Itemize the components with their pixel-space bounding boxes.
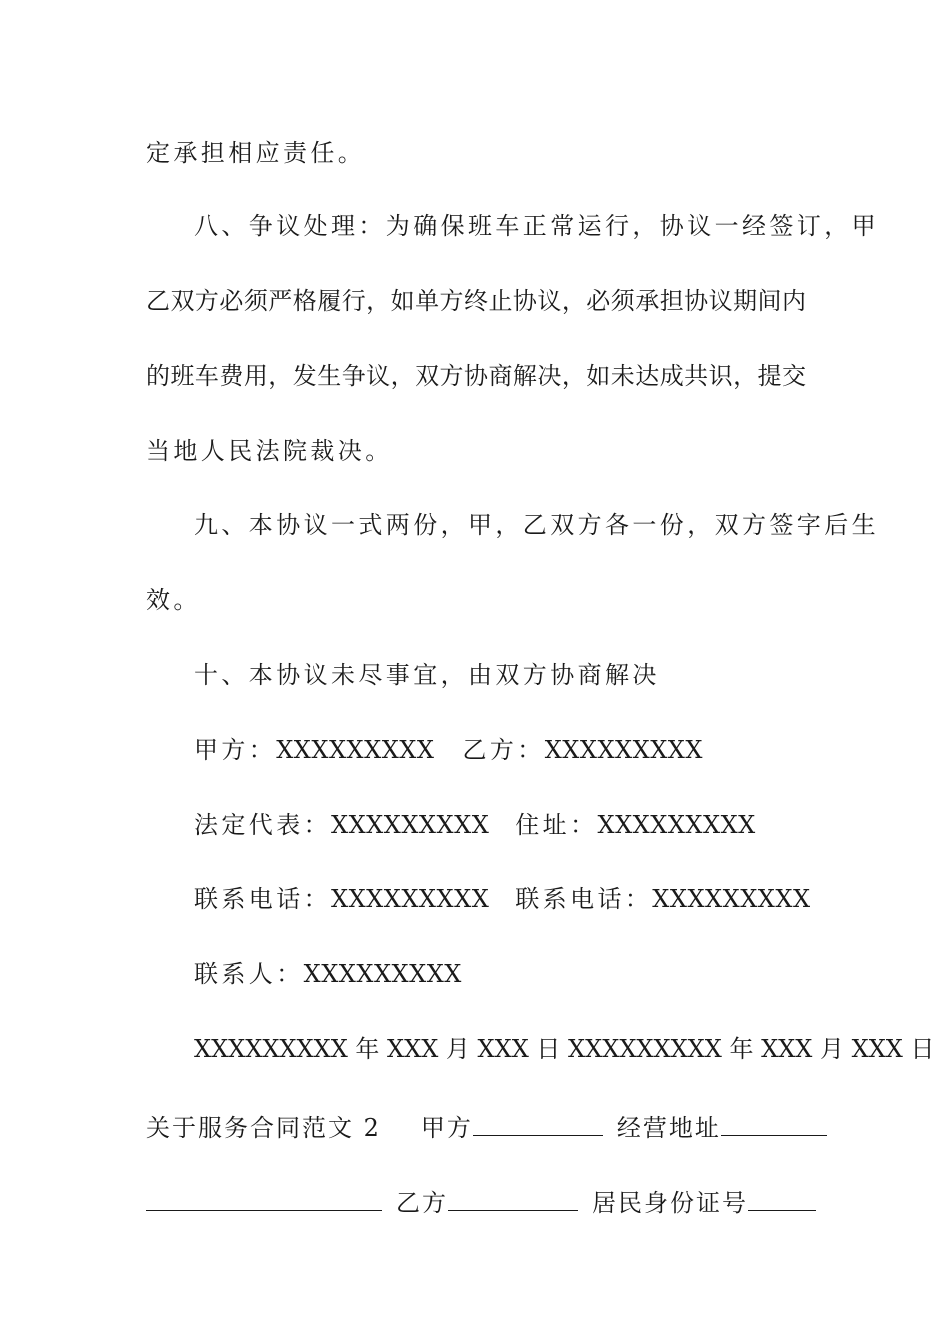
id-number-blank[interactable] <box>748 1184 816 1211</box>
phone-line <box>194 884 854 914</box>
address-label: 住址： <box>515 811 598 839</box>
contract2-line-1 <box>146 1109 806 1143</box>
contact-label: 联系人： <box>194 960 304 988</box>
address-value: XXXXXXXXX <box>597 811 756 839</box>
text-line: 的班车费用，发生争议，双方协商解决，如未达成共识，提交 <box>146 362 806 390</box>
phone-a-value: XXXXXXXXX <box>331 885 490 913</box>
phone-b-label: 联系电话： <box>515 885 653 913</box>
legal-rep-label: 法定代表： <box>194 811 331 839</box>
party-b-blank[interactable] <box>448 1184 578 1211</box>
id-number-label: 居民身份证号 <box>592 1189 748 1217</box>
party-b-value: XXXXXXXXX <box>544 736 703 764</box>
party-b-label: 乙方： <box>462 736 545 764</box>
clause-10: 十、本协议未尽事宜，由双方协商解决 <box>194 661 660 689</box>
party-a-value: XXXXXXXXX <box>276 736 435 764</box>
text-line: 当地人民法院裁决。 <box>146 437 393 465</box>
text-line: 效。 <box>146 586 201 614</box>
contact-line <box>194 959 854 989</box>
clause-8-start: 八、争议处理：为确保班车正常运行，协议一经签订，甲 <box>194 212 879 240</box>
party-line <box>194 735 854 765</box>
text-line: 定承担相应责任。 <box>146 139 366 167</box>
contract2-party-a-label: 甲方 <box>420 1114 473 1142</box>
party-a-blank[interactable] <box>473 1109 603 1136</box>
text-line: 乙双方必须严格履行，如单方终止协议，必须承担协议期间内 <box>146 287 806 315</box>
business-address-blank[interactable] <box>721 1109 827 1136</box>
contract2-party-b-label: 乙方 <box>396 1189 448 1217</box>
date-line: XXXXXXXXX 年 XXX 月 XXX 日 XXXXXXXXX 年 XXX 月 XXX 日 <box>194 1035 935 1063</box>
phone-a-label: 联系电话： <box>194 885 331 913</box>
legal-rep-value: XXXXXXXXX <box>331 811 490 839</box>
clause-9-start: 九、本协议一式两份，甲，乙双方各一份，双方签字后生 <box>194 511 879 539</box>
business-address-blank-continued[interactable] <box>146 1184 382 1211</box>
legal-rep-line <box>194 810 854 840</box>
contract2-title: 关于服务合同范文 2 <box>146 1114 381 1142</box>
phone-b-value: XXXXXXXXX <box>652 885 811 913</box>
contract2-line-2 <box>146 1184 806 1218</box>
party-a-label: 甲方： <box>194 736 277 764</box>
text-line <box>146 211 879 241</box>
contact-value: XXXXXXXXX <box>303 960 462 988</box>
text-line <box>146 510 879 540</box>
business-address-label: 经营地址 <box>616 1114 721 1142</box>
